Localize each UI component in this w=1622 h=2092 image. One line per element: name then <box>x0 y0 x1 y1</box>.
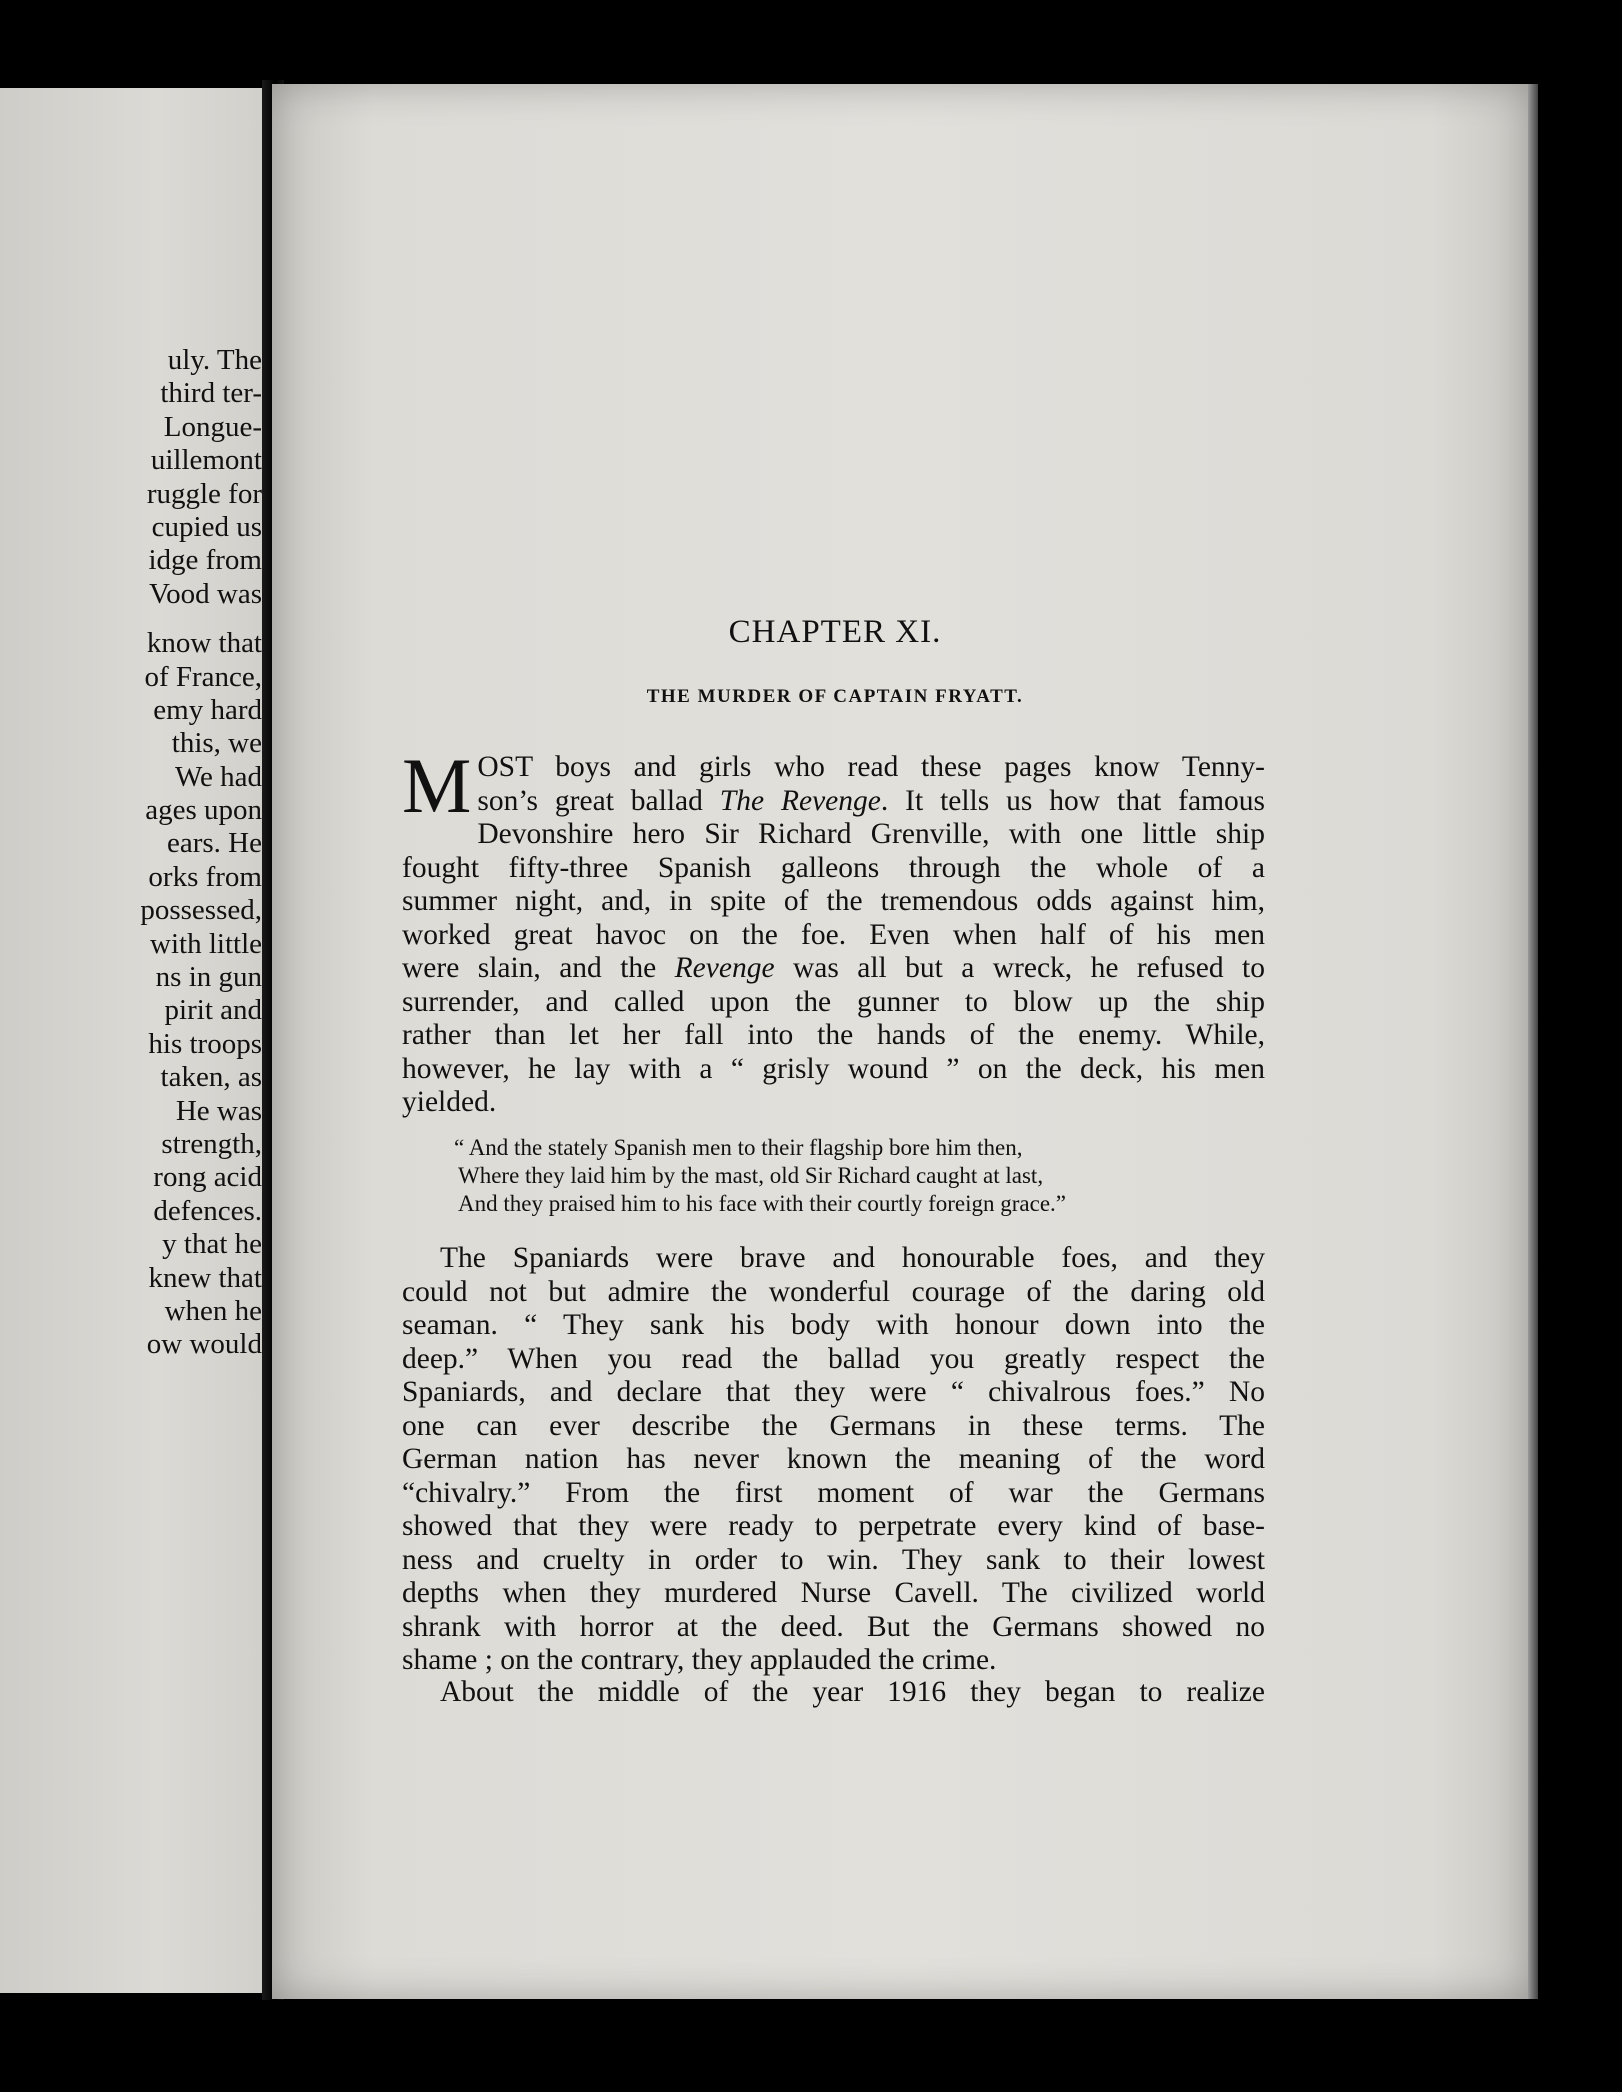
text-line: Spaniards, and declare that they were “ chivalrous foes.” No <box>402 1376 1265 1408</box>
previous-page-line: idge from <box>148 544 262 577</box>
previous-page-line: ns in gun <box>155 961 262 994</box>
previous-page-line: emy hard <box>153 693 262 726</box>
previous-page-line: uillemont <box>150 444 262 477</box>
text-line: fought fifty-three Spanish galleons through the whole of a <box>402 851 1265 884</box>
previous-page-line: this, we <box>171 727 262 760</box>
text-line: depths when they murdered Nurse Cavell. The civilized world <box>402 1577 1265 1609</box>
drop-cap: M <box>402 742 472 829</box>
text-line: were slain, and the Revenge was all but a wreck, he refused to <box>402 952 1265 984</box>
verse-quotation <box>454 1134 1254 1218</box>
previous-page-line: uly. The <box>167 344 262 376</box>
paragraph-3 <box>402 1676 1265 1710</box>
previous-page-line: ow would <box>146 1328 262 1361</box>
previous-page-line: third ter- <box>160 377 262 410</box>
page-edge <box>1528 84 1538 1999</box>
previous-page-line: ages upon <box>145 794 262 827</box>
previous-page-line: know that <box>146 627 262 660</box>
previous-page-text <box>0 344 262 1362</box>
previous-page-line: He was <box>175 1094 262 1127</box>
previous-page-line: of France, <box>144 660 262 693</box>
text-line: shrank with horror at the deed. But the Germans showed no <box>402 1610 1265 1643</box>
text-line: The Spaniards were brave and honourable foes, and they <box>440 1242 1265 1274</box>
previous-page-line: We had <box>174 760 262 793</box>
verse-line: “ And the stately Spanish men to their flagship bore him then, <box>454 1135 1023 1160</box>
previous-page-line: knew that <box>148 1261 262 1294</box>
previous-page-line: his troops <box>148 1027 262 1060</box>
text-line: summer night, and, in spite of the tremendous odds against him, <box>402 885 1265 917</box>
paragraph-1 <box>402 742 1265 1120</box>
previous-page-line: rong acid <box>153 1161 262 1194</box>
text-line: however, he lay with a “ grisly wound ” on the deck, his men <box>402 1052 1265 1085</box>
previous-page-line: Vood was <box>148 577 262 610</box>
text-line: could not but admire the wonderful courage of the daring old <box>402 1275 1265 1308</box>
text-line: seaman. “ They sank his body with honour down into the <box>402 1309 1265 1341</box>
previous-page-line: y that he <box>162 1228 262 1261</box>
previous-page-line: ears. He <box>166 827 262 860</box>
previous-page-line: when he <box>164 1294 262 1327</box>
previous-page-line: defences. <box>153 1194 262 1227</box>
previous-page-line: pirit and <box>164 994 262 1027</box>
text-line: surrender, and called upon the gunner to blow up the ship <box>402 985 1265 1018</box>
text-line: yielded. <box>402 1086 497 1118</box>
previous-page-line: taken, as <box>160 1061 262 1094</box>
previous-page-line: with little <box>150 927 262 960</box>
text-line: deep.” When you read the ballad you greatly respect the <box>402 1342 1265 1375</box>
text-line: shame ; on the contrary, they applauded the crime. <box>402 1644 997 1676</box>
text-line: About the middle of the year 1916 they began to realize <box>440 1676 1265 1708</box>
previous-page-line: cupied us <box>151 510 262 543</box>
text-line: showed that they were ready to perpetrate every kind of base- <box>402 1510 1265 1542</box>
text-line: Devonshire hero Sir Richard Grenville, with one little ship <box>477 818 1265 850</box>
text-line: one can ever describe the Germans in these terms. The <box>402 1409 1265 1442</box>
previous-page-line: Longue- <box>163 410 262 443</box>
verse-line: And they praised him to his face with their courtly foreign grace.” <box>458 1191 1067 1216</box>
text-line: worked great havoc on the foe. Even when half of his men <box>402 918 1265 951</box>
text-line: German nation has never known the meaning of the word <box>402 1443 1265 1475</box>
previous-page-line: ruggle for <box>146 477 262 510</box>
previous-page <box>0 88 262 1993</box>
text-line: ness and cruelty in order to win. They sank to their lowest <box>402 1543 1265 1576</box>
verse-line: Where they laid him by the mast, old Sir Richard caught at last, <box>458 1163 1044 1188</box>
text-line: “chivalry.” From the first moment of war the Germans <box>402 1476 1265 1509</box>
previous-page-line: strength, <box>161 1127 262 1160</box>
previous-page-line: orks from <box>148 860 262 893</box>
paragraph-2 <box>402 1242 1265 1678</box>
text-line: OST boys and girls who read these pages know Tenny- <box>477 751 1265 783</box>
chapter-heading: CHAPTER XI. <box>728 614 942 650</box>
text-line: rather than let her fall into the hands of the enemy. While, <box>402 1019 1265 1051</box>
previous-page-line: possessed, <box>140 894 262 927</box>
previous-page-line <box>0 611 262 627</box>
text-line: son’s great ballad The Revenge. It tells us how that famous <box>477 784 1265 817</box>
chapter-subtitle: THE MURDER OF CAPTAIN FRYATT. <box>646 686 1024 707</box>
